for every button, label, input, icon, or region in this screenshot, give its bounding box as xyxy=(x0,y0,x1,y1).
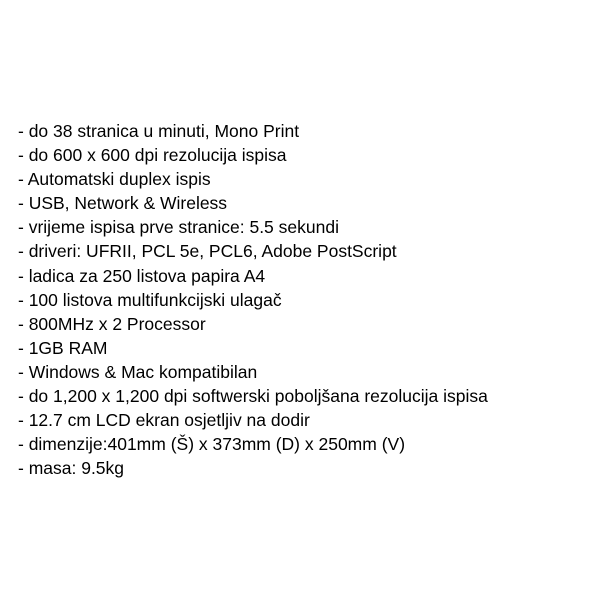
spec-item: - masa: 9.5kg xyxy=(18,458,125,479)
spec-item: - 100 listova multifunkcijski ulagač xyxy=(18,289,282,310)
spec-item: - USB, Network & Wireless xyxy=(18,193,228,214)
spec-item: - 1GB RAM xyxy=(18,337,108,358)
spec-item: - ladica za 250 listova papira A4 xyxy=(18,265,266,286)
spec-item: - Automatski duplex ispis xyxy=(18,169,211,190)
spec-list xyxy=(18,119,488,480)
spec-item: - 800MHz x 2 Processor xyxy=(18,313,206,334)
spec-item: - 12.7 cm LCD ekran osjetljiv na dodir xyxy=(18,410,310,431)
spec-item: - do 600 x 600 dpi rezolucija ispisa xyxy=(18,145,287,166)
spec-item: - Windows & Mac kompatibilan xyxy=(18,361,258,382)
spec-item: - driveri: UFRII, PCL 5e, PCL6, Adobe PostScript xyxy=(18,241,397,262)
spec-item: - do 38 stranica u minuti, Mono Print xyxy=(18,121,300,141)
spec-item: - dimenzije:401mm (Š) x 373mm (D) x 250mm (V) xyxy=(18,434,406,455)
spec-item: - do 1,200 x 1,200 dpi softwerski poboljšana rezolucija ispisa xyxy=(18,386,488,407)
spec-item: - vrijeme ispisa prve stranice: 5.5 sekundi xyxy=(18,217,339,238)
